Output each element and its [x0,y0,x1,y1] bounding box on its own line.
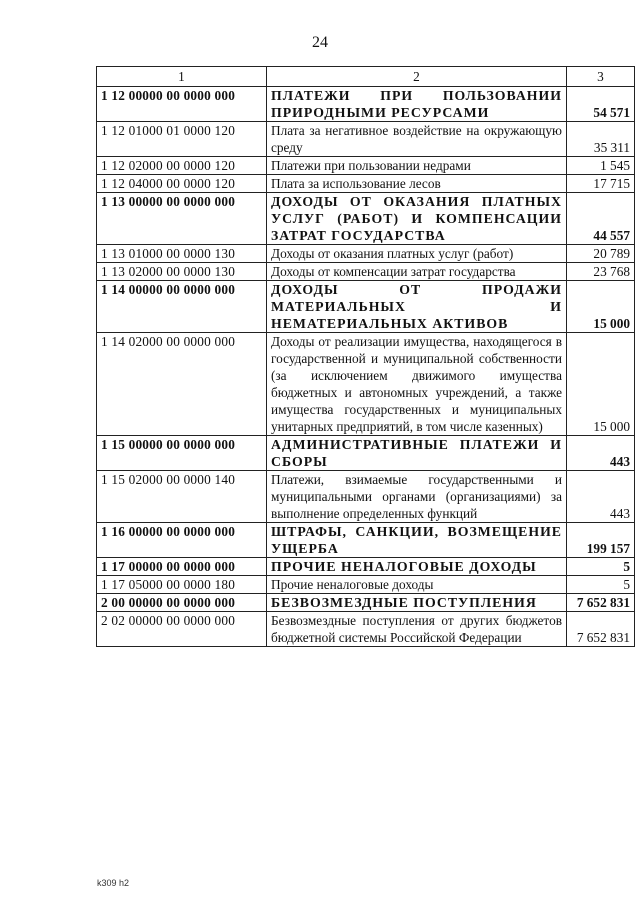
code-cell: 1 12 02000 00 0000 120 [97,157,267,175]
code-cell: 1 12 01000 01 0000 120 [97,122,267,157]
name-cell: ДОХОДЫ ОТ ОКАЗАНИЯ ПЛАТНЫХ УСЛУГ (РАБОТ) И КОМПЕНСАЦИИ ЗАТРАТ ГОСУДАРСТВА [267,193,567,245]
table-row [97,122,635,157]
amount-cell: 199 157 [567,523,635,558]
code-cell: 1 17 00000 00 0000 000 [97,558,267,576]
name-cell: Плата за негативное воздействие на окружающую среду [267,122,567,157]
code-cell: 1 13 00000 00 0000 000 [97,193,267,245]
amount-cell: 15 000 [567,333,635,436]
code-cell: 1 12 00000 00 0000 000 [97,87,267,122]
name-cell: БЕЗВОЗМЕЗДНЫЕ ПОСТУПЛЕНИЯ [267,594,567,612]
amount-cell: 17 715 [567,175,635,193]
amount-cell: 443 [567,471,635,523]
code-cell: 1 13 02000 00 0000 130 [97,263,267,281]
code-cell: 1 14 00000 00 0000 000 [97,281,267,333]
code-cell: 2 02 00000 00 0000 000 [97,612,267,647]
name-cell: Прочие неналоговые доходы [267,576,567,594]
name-cell: Доходы от оказания платных услуг (работ) [267,245,567,263]
table-row [97,263,635,281]
name-cell: АДМИНИСТРАТИВНЫЕ ПЛАТЕЖИ И СБОРЫ [267,436,567,471]
code-cell: 1 15 00000 00 0000 000 [97,436,267,471]
amount-cell: 15 000 [567,281,635,333]
code-cell: 1 15 02000 00 0000 140 [97,471,267,523]
name-cell: Платежи при пользовании недрами [267,157,567,175]
code-cell: 2 00 00000 00 0000 000 [97,594,267,612]
name-cell: Платежи, взимаемые государственными и муниципальными органами (организациями) за выполнение определенных функций [267,471,567,523]
table-row [97,87,635,122]
amount-cell: 5 [567,558,635,576]
amount-cell: 443 [567,436,635,471]
table-row [97,612,635,647]
table-row [97,523,635,558]
amount-cell: 1 545 [567,157,635,175]
amount-cell: 54 571 [567,87,635,122]
table-row [97,193,635,245]
header-col-2: 2 [267,67,567,87]
name-cell: ШТРАФЫ, САНКЦИИ, ВОЗМЕЩЕНИЕ УЩЕРБА [267,523,567,558]
table-row [97,576,635,594]
name-cell: ПЛАТЕЖИ ПРИ ПОЛЬЗОВАНИИ ПРИРОДНЫМИ РЕСУРСАМИ [267,87,567,122]
amount-cell: 23 768 [567,263,635,281]
table-row [97,594,635,612]
table-row [97,558,635,576]
revenue-table-body [97,67,635,647]
table-header-row [97,67,635,87]
table-row [97,281,635,333]
name-cell: ДОХОДЫ ОТ ПРОДАЖИ МАТЕРИАЛЬНЫХ И НЕМАТЕРИАЛЬНЫХ АКТИВОВ [267,281,567,333]
table-row [97,436,635,471]
name-cell: Доходы от реализации имущества, находящегося в государственной и муниципальной собственности (за исключением движимого имущества бюджетных и автономных учреждений, а также имущества государственных и муниципальных унитарных предприятий, в том числе казенных) [267,333,567,436]
header-col-3: 3 [567,67,635,87]
table-row [97,471,635,523]
table-row [97,245,635,263]
table-row [97,157,635,175]
code-cell: 1 14 02000 00 0000 000 [97,333,267,436]
amount-cell: 5 [567,576,635,594]
header-col-1: 1 [97,67,267,87]
code-cell: 1 13 01000 00 0000 130 [97,245,267,263]
name-cell: Плата за использование лесов [267,175,567,193]
revenue-table [96,66,635,647]
code-cell: 1 17 05000 00 0000 180 [97,576,267,594]
code-cell: 1 12 04000 00 0000 120 [97,175,267,193]
table-row [97,333,635,436]
amount-cell: 7 652 831 [567,594,635,612]
name-cell: ПРОЧИЕ НЕНАЛОГОВЫЕ ДОХОДЫ [267,558,567,576]
name-cell: Безвозмездные поступления от других бюджетов бюджетной системы Российской Федерации [267,612,567,647]
page-number: 24 [312,34,328,51]
table-row [97,175,635,193]
amount-cell: 35 311 [567,122,635,157]
name-cell: Доходы от компенсации затрат государства [267,263,567,281]
footer-code: k309 h2 [97,878,130,888]
amount-cell: 7 652 831 [567,612,635,647]
code-cell: 1 16 00000 00 0000 000 [97,523,267,558]
amount-cell: 44 557 [567,193,635,245]
amount-cell: 20 789 [567,245,635,263]
